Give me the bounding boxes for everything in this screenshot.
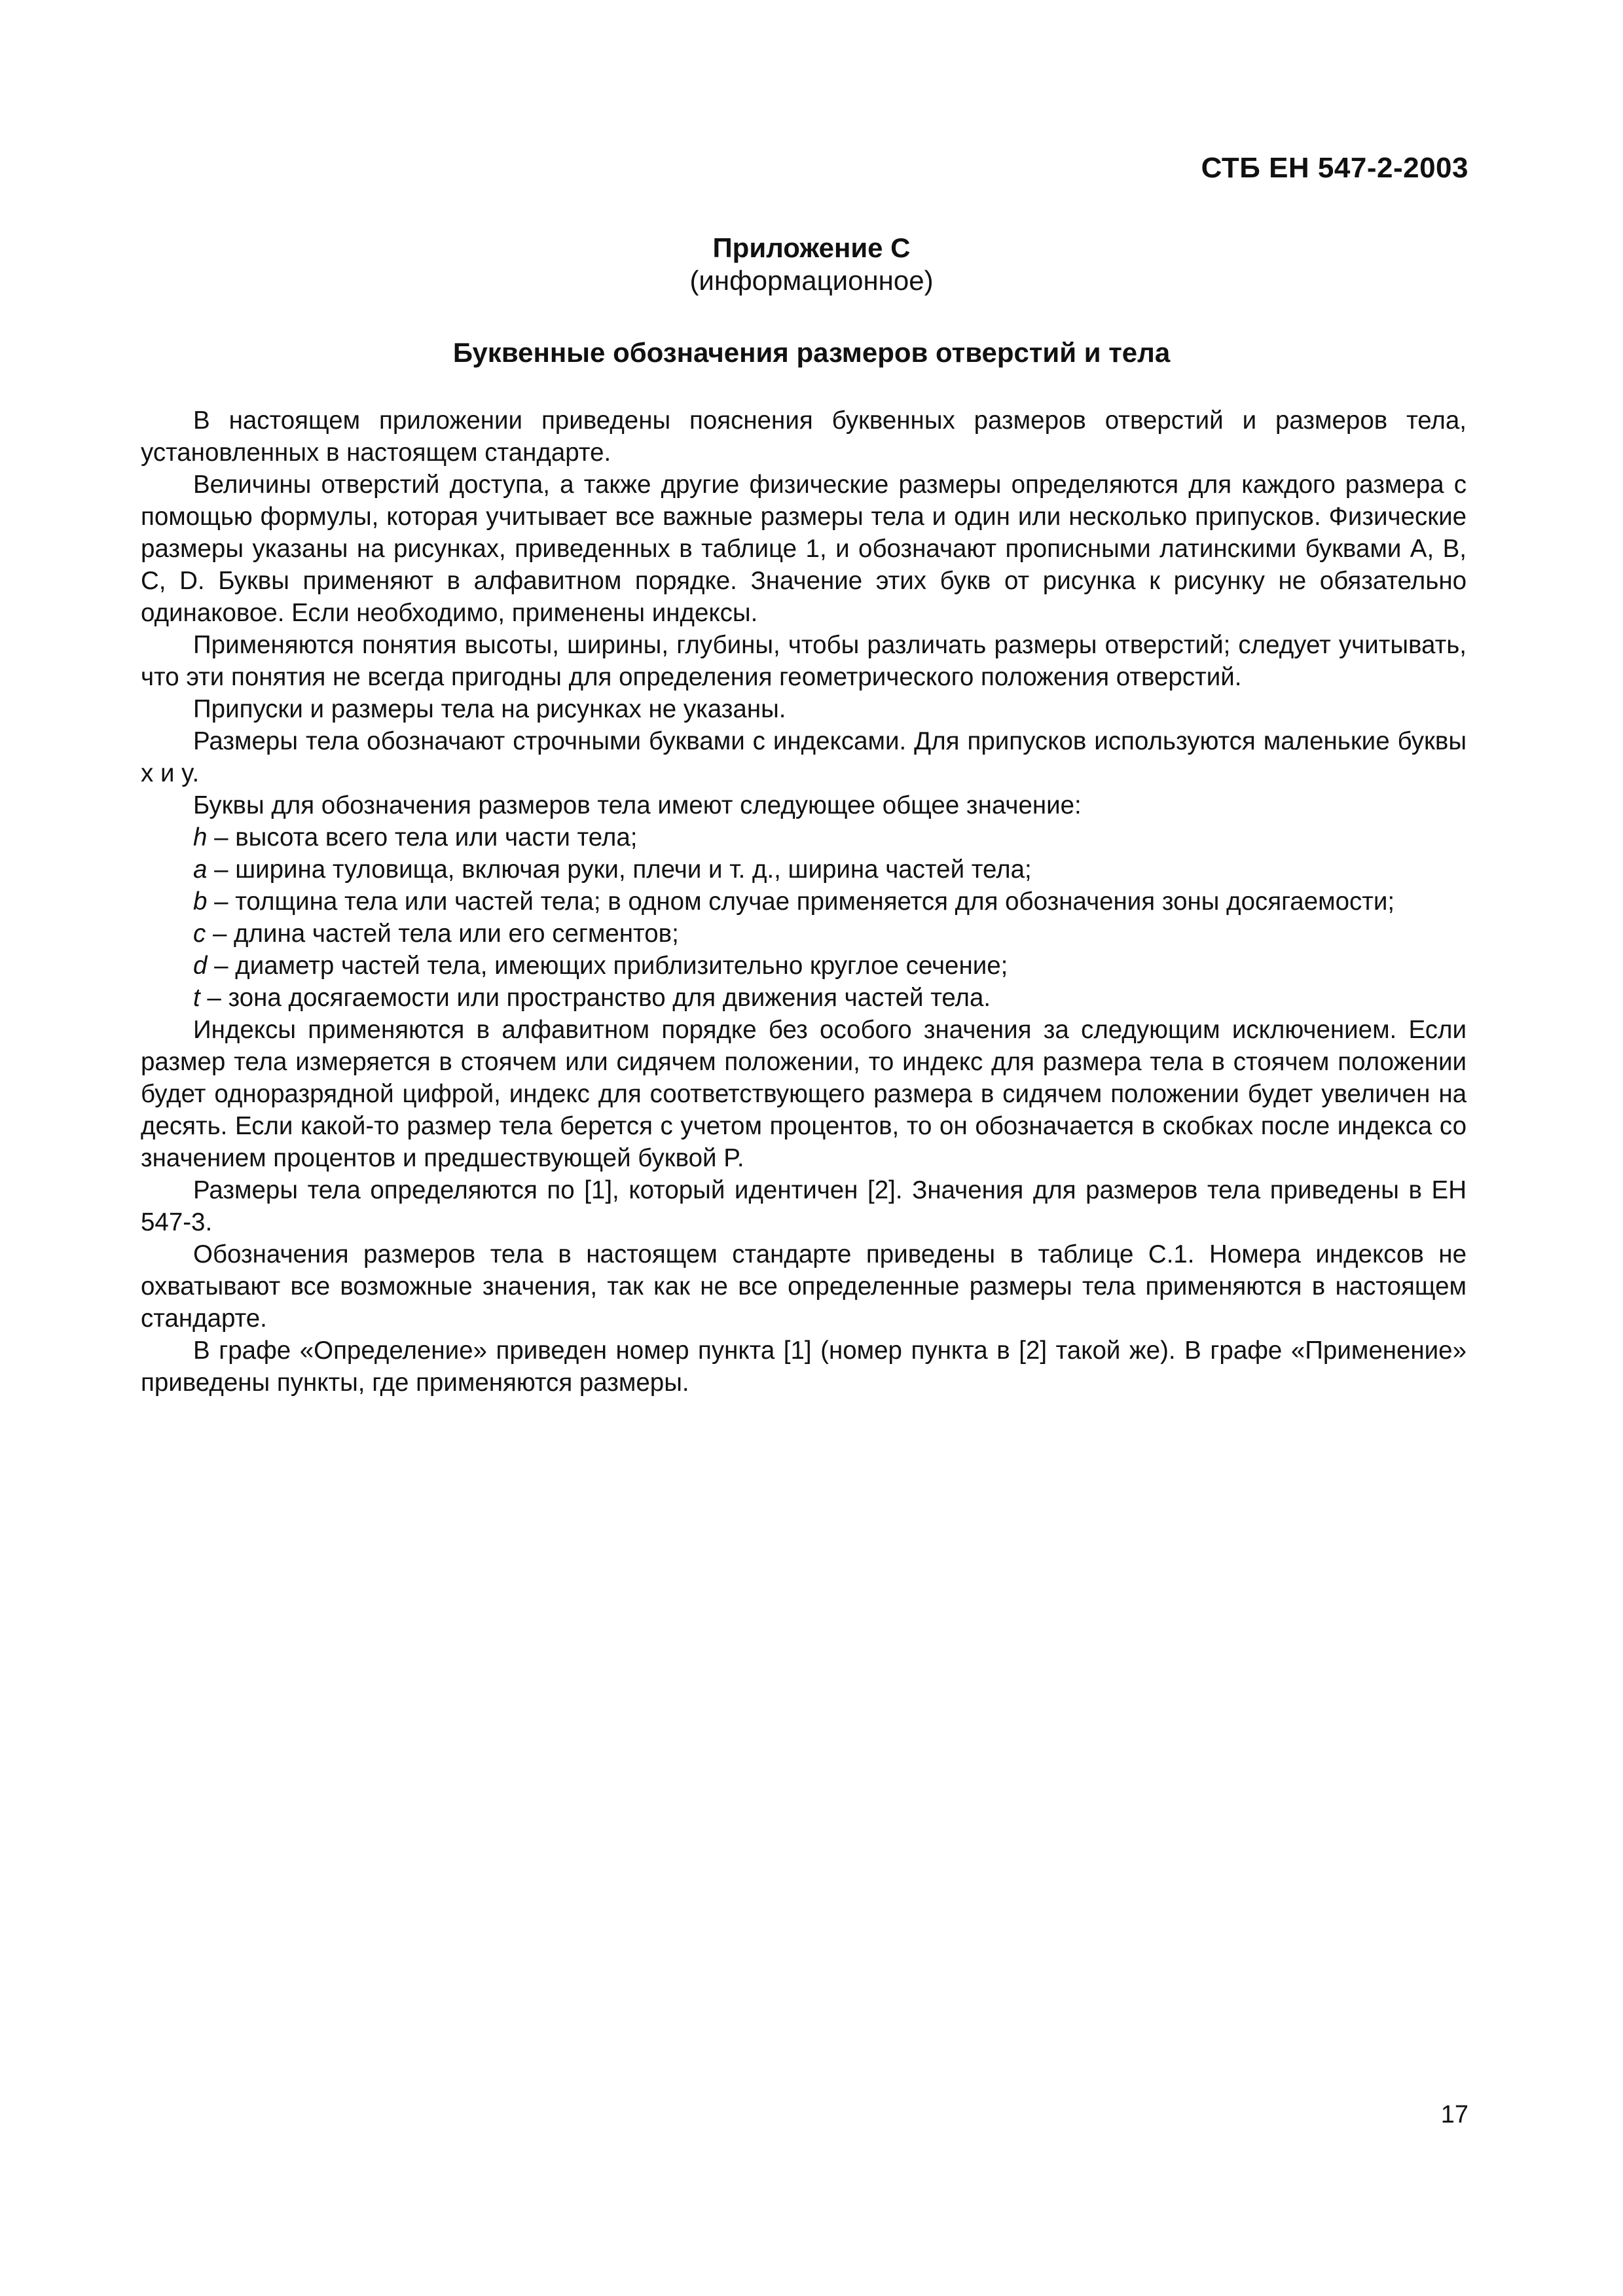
section-title: Буквенные обозначения размеров отверстий и тела: [452, 337, 1171, 368]
letter-meaning: – высота всего тела или части тела;: [207, 823, 638, 852]
letter-symbol: h: [193, 823, 208, 852]
letter-definition: [141, 821, 1467, 853]
letter-meaning: – ширина туловища, включая руки, плечи и т. д., ширина частей тела;: [207, 855, 1032, 884]
annex-title: Приложение С: [712, 232, 911, 263]
paragraph: Обозначения размеров тела в настоящем стандарте приведены в таблице С.1. Номера индексов не охватывают все возможные значения, так как не все определенные размеры тела применяются в настоящем стандарте.: [141, 1240, 1467, 1333]
letter-meaning: – диаметр частей тела, имеющих приблизительно круглое сечение;: [207, 952, 1008, 980]
page-number: 17: [1440, 2101, 1468, 2128]
letter-symbol: c: [193, 920, 206, 948]
paragraph: Припуски и размеры тела на рисунках не указаны.: [193, 695, 786, 723]
letter-definition: [141, 918, 1467, 950]
paragraph: Применяются понятия высоты, ширины, глубины, чтобы различать размеры отверстий; следует учитывать, что эти понятия не всегда пригодны для определения геометрического положения отверстий.: [141, 631, 1467, 691]
paragraph: Размеры тела определяются по [1], который идентичен [2]. Значения для размеров тела приведены в ЕН 547-3.: [141, 1176, 1467, 1236]
letter-definition: [141, 886, 1467, 918]
paragraph: Величины отверстий доступа, а также другие физические размеры определяются для каждого размера с помощью формулы, которая учитывает все важные размеры тела и один или несколько припусков. Физические размеры указаны на рисунках, приведенных в таблице 1, и обозначают прописными латинскими буквами A, B, C, D. Буквы применяют в алфавитном порядке. Значение этих букв от рисунка к рисунку не обязательно одинаковое. Если необходимо, применены индексы.: [141, 471, 1467, 627]
letter-definition: [141, 982, 1467, 1014]
paragraph: Индексы применяются в алфавитном порядке без особого значения за следующим исключением. Если размер тела измеряется в стоячем или сидячем положении, то индекс для размера тела в стоячем положении будет одноразрядной цифрой, индекс для соответствующего размера в сидячем положении будет увеличен на десять. Если какой-то размер тела берется с учетом процентов, то он обозначается в скобках после индекса со значением процентов и предшествующей буквой P.: [141, 1016, 1467, 1172]
paragraph: В настоящем приложении приведены пояснения буквенных размеров отверстий и размеров тела, установленных в настоящем стандарте.: [141, 406, 1467, 467]
paragraph: Размеры тела обозначают строчными буквами с индексами. Для припусков используются маленькие буквы x и y.: [141, 727, 1467, 787]
letter-definition: [141, 853, 1467, 886]
letter-meaning: – зона досягаемости или пространство для движения частей тела.: [200, 984, 991, 1012]
letter-symbol: a: [193, 855, 208, 884]
letter-symbol: t: [193, 984, 200, 1012]
document-code: СТБ ЕН 547-2-2003: [1201, 152, 1468, 184]
letter-definition: [141, 950, 1467, 982]
annex-subtitle: (информационное): [689, 265, 934, 296]
paragraph: Буквы для обозначения размеров тела имеют следующее общее значение:: [193, 791, 1082, 819]
letter-symbol: b: [193, 888, 208, 916]
letter-meaning: – толщина тела или частей тела; в одном случае применяется для обозначения зоны досягаемости;: [207, 888, 1395, 916]
letter-meaning: – длина частей тела или его сегментов;: [206, 920, 679, 948]
letter-symbol: d: [193, 952, 208, 980]
paragraph: В графе «Определение» приведен номер пункта [1] (номер пункта в [2] такой же). В графе «Применение» приведены пункты, где применяются размеры.: [141, 1336, 1467, 1397]
document-body: [141, 404, 1467, 1399]
